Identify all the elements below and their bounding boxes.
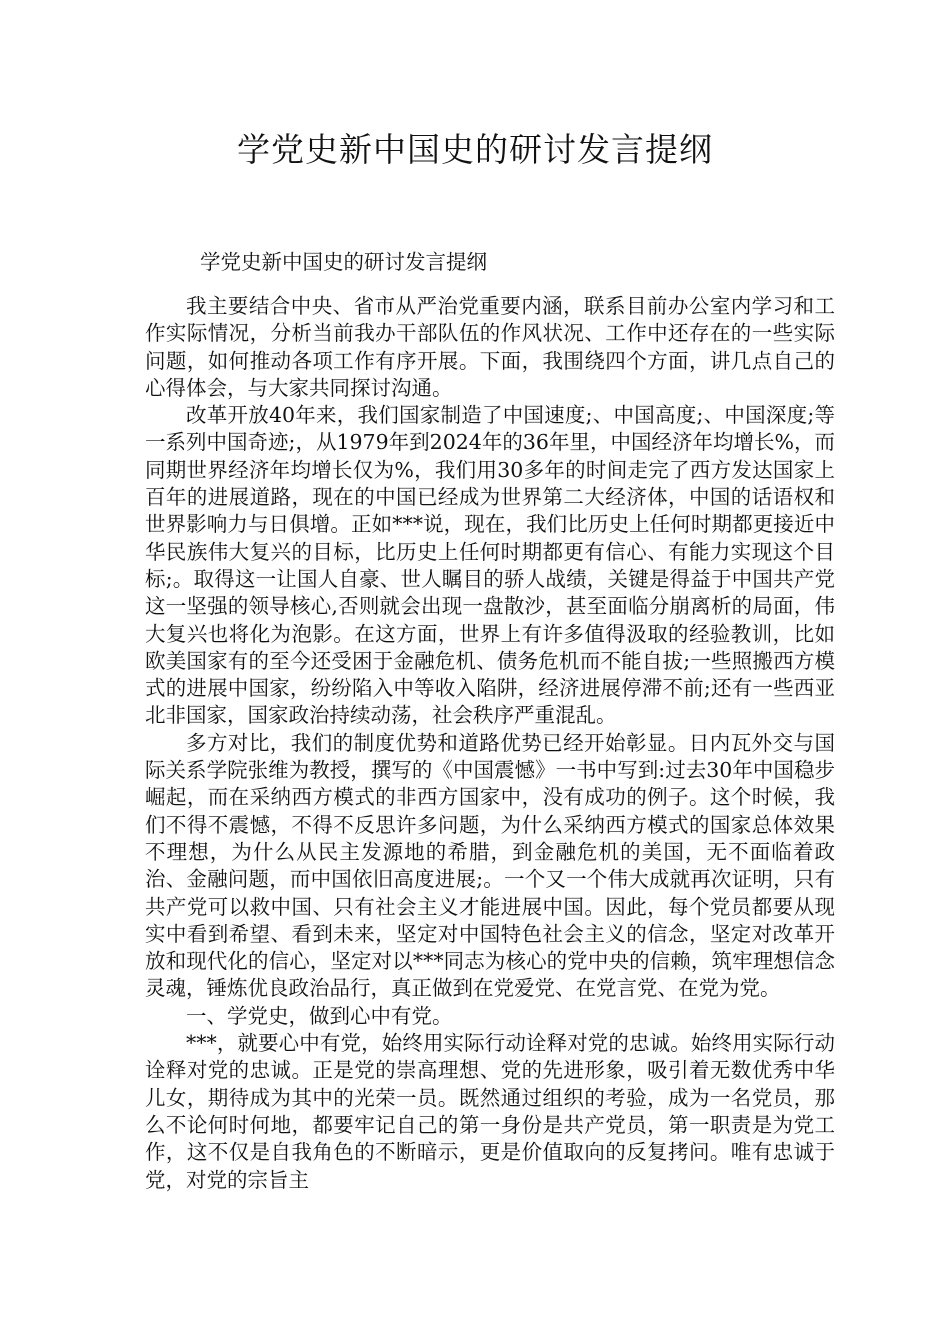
document-title: 学党史新中国史的研讨发言提纲 [237, 130, 713, 169]
body-paragraph: 改革开放40年来，我们国家制造了中国速度;、中国高度;、中国深度;等一系列中国奇迹;，从1979年到2024年的36年里，中国经济年均增长%，而同期世界经济年均增长仅为%，我们用30多年的时间走完了西方发达国家上百年的进展道路，现在的中国已经成为世界第二大经济体，中国的话语权和世界影响力与日俱增。正如***说，现在，我们比历史上任何时期都更接近中华民族伟大复兴的目标，比历史上任何时期都更有信心、有能力实现这个目标;。取得这一让国人自豪、世人瞩目的骄人战绩，关键是得益于中国共产党这一坚强的领导核心,否则就会出现一盘散沙，甚至面临分崩离析的局面，伟大复兴也将化为泡影。在这方面，世界上有许多值得汲取的经验教训，比如欧美国家有的至今还受困于金融危机、债务危机而不能自拔;一些照搬西方模式的进展中国家，纷纷陷入中等收入陷阱，经济进展停滞不前;还有一些西亚北非国家，国家政治持续动荡，社会秩序严重混乱。 [145, 403, 835, 728]
body-paragraph: 多方对比，我们的制度优势和道路优势已经开始彰显。日内瓦外交与国际关系学院张维为教授，撰写的《中国震憾》一书中写到:过去30年中国稳步崛起，而在采纳西方模式的非西方国家中，没有成功的例子。这个时候，我们不得不震憾，不得不反思许多问题，为什么采纳西方模式的国家总体效果不理想，为什么从民主发源地的希腊，到金融危机的美国，无不面临着政治、金融问题，而中国依旧高度进展;。一个又一个伟大成就再次证明，只有共产党可以救中国、只有社会主义才能进展中国。因此，每个党员都要从现实中看到希望、看到未来，坚定对中国特色社会主义的信念，坚定对改革开放和现代化的信心，坚定对以***同志为核心的党中央的信赖，筑牢理想信念灵魂，锤炼优良政治品行，真正做到在党爱党、在党言党、在党为党。 [145, 730, 835, 1001]
document-body [145, 293, 835, 1194]
section-heading: 一、学党史，做到心中有党。 [186, 1003, 453, 1028]
document-subtitle: 学党史新中国史的研讨发言提纲 [200, 250, 487, 274]
body-paragraph: 我主要结合中央、省市从严治党重要内涵，联系目前办公室内学习和工作实际情况，分析当前我办干部队伍的作风状况、工作中还存在的一些实际问题，如何推动各项工作有序开展。下面，我围绕四个方面，讲几点自己的心得体会，与大家共同探讨沟通。 [145, 294, 835, 400]
body-paragraph: ***，就要心中有党，始终用实际行动诠释对党的忠诚。始终用实际行动诠释对党的忠诚。正是党的崇高理想、党的先进形象，吸引着无数优秀中华儿女，期待成为其中的光荣一员。既然通过组织的考验，成为一名党员，那么不论何时何地，都要牢记自己的第一身份是共产党员，第一职责是为党工作，这不仅是自我角色的不断暗示，更是价值取向的反复拷问。唯有忠诚于党，对党的宗旨主 [145, 1031, 835, 1192]
